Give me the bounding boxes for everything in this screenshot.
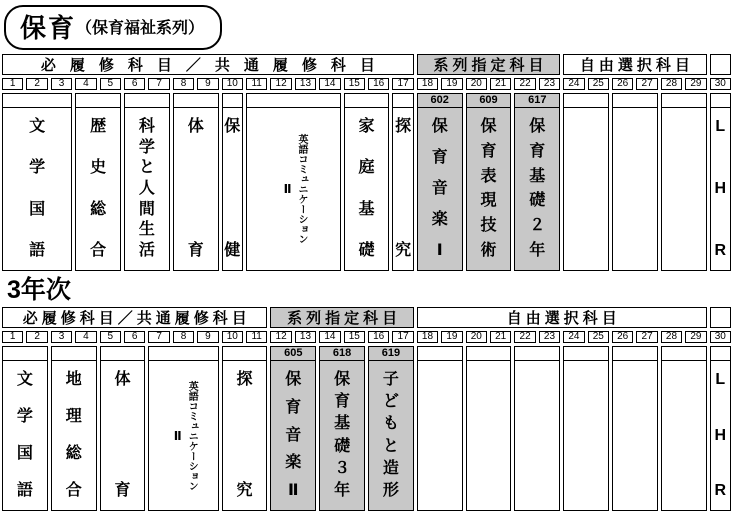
- course-code: [662, 94, 706, 108]
- subject-cell: [563, 93, 609, 271]
- column-number: 7: [148, 78, 169, 90]
- subject-name-char: 育: [334, 393, 351, 411]
- column-number: 13: [295, 331, 316, 343]
- column-number: 26: [612, 78, 633, 90]
- column-number: 27: [636, 331, 657, 343]
- course-code: [3, 94, 71, 108]
- subject-name-char: と: [138, 159, 155, 177]
- course-code: [564, 94, 608, 108]
- subject-name-char: 形: [382, 481, 399, 499]
- subject-cell: [514, 93, 560, 271]
- subject-name-char: 表: [480, 167, 497, 185]
- subject-name-char: と: [382, 437, 399, 455]
- course-code: [52, 347, 96, 361]
- subject-name-suffix: Ⅱ: [280, 182, 295, 196]
- program-title-box: [4, 5, 222, 50]
- subject-name: [515, 108, 559, 270]
- subject-name: [345, 108, 389, 270]
- subject-name: [149, 361, 217, 510]
- subject-name-char: 体: [114, 371, 131, 388]
- curriculum-table-year3: [2, 307, 731, 511]
- column-number: 28: [661, 78, 682, 90]
- subject-name-char: 生: [138, 221, 155, 239]
- subject-name-char: 探: [236, 371, 253, 388]
- column-number: 4: [75, 78, 96, 90]
- column-number: 17: [392, 331, 413, 343]
- column-number: 8: [173, 78, 194, 90]
- column-number: 5: [100, 78, 121, 90]
- column-number: 7: [148, 331, 169, 343]
- course-code: 609: [467, 94, 511, 108]
- column-number: 26: [612, 331, 633, 343]
- subject-name-char: L: [715, 118, 726, 135]
- column-number: 14: [319, 78, 340, 90]
- subject-name-char: Ⅱ: [288, 482, 299, 499]
- subject-name-char: 探: [395, 118, 412, 135]
- column-number: 29: [685, 78, 706, 90]
- column-number: 21: [490, 331, 511, 343]
- column-number: 1: [2, 331, 23, 343]
- course-code: [247, 94, 340, 108]
- column-number: 25: [588, 78, 609, 90]
- column-number: 16: [368, 331, 389, 343]
- subject-cell: [661, 93, 707, 271]
- column-number: 14: [319, 331, 340, 343]
- section-header: 系列指定科目: [270, 307, 413, 328]
- subject-name-char: 体: [187, 118, 204, 135]
- column-number: 25: [588, 331, 609, 343]
- column-number: 21: [490, 78, 511, 90]
- subject-name: [613, 361, 657, 510]
- subject-name-char: も: [382, 415, 399, 433]
- column-number: 6: [124, 331, 145, 343]
- column-number: 11: [246, 78, 267, 90]
- column-number: 30: [710, 78, 731, 90]
- subject-name-char: 学: [138, 138, 155, 156]
- column-number: 18: [417, 331, 438, 343]
- column-number: 2: [26, 78, 47, 90]
- subject-name: [711, 361, 730, 510]
- subject-name-char: ３: [334, 459, 351, 477]
- subject-cell: [710, 93, 731, 271]
- subject-name-char: 究: [395, 242, 412, 259]
- subject-name-char: 国: [29, 200, 46, 218]
- subject-name-char: 基: [358, 200, 375, 218]
- subject-cell: [466, 346, 512, 511]
- subject-name-char: 史: [90, 159, 107, 177]
- subject-cell: [514, 346, 560, 511]
- subject-name-char: 子: [382, 371, 399, 388]
- subject-name-char: 国: [16, 445, 33, 462]
- program-title: 保育: [20, 13, 77, 43]
- column-number: 18: [417, 78, 438, 90]
- subject-cell: [51, 346, 97, 511]
- subject-name-char: 術: [480, 241, 497, 259]
- subject-name: [125, 108, 169, 270]
- subject-name-char: 庭: [358, 159, 375, 177]
- column-number: 19: [441, 78, 462, 90]
- subject-name: [3, 108, 71, 270]
- column-number: 13: [295, 78, 316, 90]
- subject-name-vertical-text: [280, 114, 308, 264]
- column-number: 24: [563, 331, 584, 343]
- course-code: [418, 347, 462, 361]
- subject-name: [711, 108, 730, 270]
- subject-name-char: 年: [334, 481, 351, 499]
- subject-name-char: L: [715, 371, 726, 388]
- subject-cell: [246, 93, 341, 271]
- course-code: [662, 347, 706, 361]
- column-number: 10: [222, 78, 243, 90]
- subject-name-char: 究: [236, 482, 253, 499]
- subject-name-char: 楽: [431, 211, 448, 228]
- subject-name-char: H: [714, 180, 727, 197]
- column-number: 23: [539, 78, 560, 90]
- subject-cell: [100, 346, 146, 511]
- subject-cell: [2, 93, 72, 271]
- year3-heading: 3年次: [7, 276, 71, 304]
- subject-cell: [173, 93, 219, 271]
- subject-name-char: 礎: [358, 241, 375, 259]
- subject-name-suffix: Ⅱ: [170, 428, 185, 443]
- subject-name-char: 合: [90, 241, 107, 259]
- subject-name-char: 保: [529, 118, 546, 135]
- course-code: [711, 94, 730, 108]
- subject-name-char: 健: [224, 242, 241, 259]
- subject-name-char: 語: [16, 482, 33, 499]
- subject-name-char: R: [714, 482, 727, 499]
- subject-cell: [466, 93, 512, 271]
- subject-name-char: 文: [29, 118, 46, 135]
- course-code: [467, 347, 511, 361]
- subject-name-char: 育: [431, 149, 448, 166]
- subject-name-line: 英語コミュニケーション: [186, 380, 198, 491]
- subject-name-char: 保: [285, 371, 302, 388]
- subject-name-char: 学: [16, 408, 33, 425]
- subject-name: [320, 361, 364, 510]
- subject-name: [515, 361, 559, 510]
- subject-name: [613, 108, 657, 270]
- subject-cell: [368, 346, 414, 511]
- subject-name-char: 理: [65, 408, 82, 425]
- curriculum-table-year2: [2, 54, 731, 271]
- subject-name-char: 礎: [529, 192, 546, 210]
- subject-name-char: 音: [285, 426, 302, 444]
- subject-name-char: 間: [138, 200, 155, 218]
- subject-name: [52, 361, 96, 510]
- subject-name: [564, 361, 608, 510]
- course-code: [101, 347, 145, 361]
- subject-name-char: 育: [114, 482, 131, 499]
- subject-name-char: 音: [431, 180, 448, 197]
- subject-name-char: 学: [29, 159, 46, 177]
- column-number: 23: [539, 331, 560, 343]
- column-number: 3: [51, 331, 72, 343]
- subject-cell: [222, 346, 268, 511]
- course-code: [125, 94, 169, 108]
- subject-cell: [661, 346, 707, 511]
- course-code: [515, 347, 559, 361]
- course-code: 617: [515, 94, 559, 108]
- section-header: 必履修科目／共通履修科目: [2, 54, 414, 75]
- course-code: [613, 94, 657, 108]
- column-number: 2: [26, 331, 47, 343]
- section-header: 自由選択科目: [417, 307, 707, 328]
- column-number: 15: [344, 78, 365, 90]
- subject-cell: [148, 346, 218, 511]
- column-number: 24: [563, 78, 584, 90]
- column-number: 6: [124, 78, 145, 90]
- subject-name-char: Ⅰ: [436, 242, 443, 259]
- column-number: 30: [710, 331, 731, 343]
- subject-name-char: 基: [334, 415, 351, 433]
- course-code: [345, 94, 389, 108]
- subject-name-char: 文: [16, 371, 33, 388]
- subject-name-char: 礎: [334, 437, 351, 455]
- subject-name: [418, 108, 462, 270]
- course-code: [76, 94, 120, 108]
- column-number: 17: [392, 78, 413, 90]
- column-number: 9: [197, 331, 218, 343]
- subject-cell: [75, 93, 121, 271]
- column-number: 8: [173, 331, 194, 343]
- subject-name-char: 育: [187, 242, 204, 259]
- subject-name-char: 保: [224, 118, 241, 135]
- column-number: 10: [222, 331, 243, 343]
- subject-name: [467, 108, 511, 270]
- column-number: 12: [270, 78, 291, 90]
- column-number: 28: [661, 331, 682, 343]
- subject-cell: [710, 346, 731, 511]
- subject-cell: [612, 93, 658, 271]
- subject-cell: [392, 93, 413, 271]
- column-number: 5: [100, 331, 121, 343]
- subject-name: [564, 108, 608, 270]
- subject-name-char: 家: [358, 118, 375, 135]
- subject-name: [223, 361, 267, 510]
- subject-name: [369, 361, 413, 510]
- subject-name: [418, 361, 462, 510]
- section-header: 系列指定科目: [417, 54, 560, 75]
- section-header: [710, 307, 731, 328]
- column-number: 15: [344, 331, 365, 343]
- course-code: [564, 347, 608, 361]
- subject-name: [662, 361, 706, 510]
- section-header: [710, 54, 731, 75]
- subject-cell: [417, 93, 463, 271]
- subject-cell: [612, 346, 658, 511]
- subject-name-char: 科: [138, 118, 155, 135]
- course-code: [711, 347, 730, 361]
- subject-name-char: R: [714, 242, 727, 259]
- column-number: 1: [2, 78, 23, 90]
- column-number: 11: [246, 331, 267, 343]
- subject-name-char: 造: [382, 459, 399, 477]
- column-number: 16: [368, 78, 389, 90]
- subject-name: [662, 108, 706, 270]
- subject-cell: [563, 346, 609, 511]
- column-number: 22: [514, 78, 535, 90]
- subject-cell: [222, 93, 243, 271]
- column-number: 27: [636, 78, 657, 90]
- course-code: 602: [418, 94, 462, 108]
- subject-name: [247, 108, 340, 270]
- subject-name: [223, 108, 242, 270]
- column-number: 4: [75, 331, 96, 343]
- subject-name-char: 活: [138, 241, 155, 259]
- subject-name: [3, 361, 47, 510]
- column-number: 12: [270, 331, 291, 343]
- course-code: [149, 347, 217, 361]
- course-code: 619: [369, 347, 413, 361]
- subject-name: [271, 361, 315, 510]
- column-number: 3: [51, 78, 72, 90]
- column-number: 20: [466, 78, 487, 90]
- course-code: [613, 347, 657, 361]
- subject-name-char: 総: [65, 445, 82, 462]
- subject-name-char: 人: [138, 179, 155, 197]
- column-number: 22: [514, 331, 535, 343]
- course-code: [174, 94, 218, 108]
- subject-name-char: 育: [285, 398, 302, 416]
- course-code: [223, 347, 267, 361]
- course-code: 605: [271, 347, 315, 361]
- course-code: [223, 94, 242, 108]
- subject-cell: [344, 93, 390, 271]
- subject-cell: [319, 346, 365, 511]
- column-number: 19: [441, 331, 462, 343]
- subject-name-char: 保: [431, 118, 448, 135]
- column-number: 20: [466, 331, 487, 343]
- subject-name: [174, 108, 218, 270]
- subject-name-char: 育: [529, 142, 546, 160]
- subject-name-char: 保: [480, 118, 497, 135]
- subject-name-char: 現: [480, 192, 497, 210]
- subject-name-char: 基: [529, 167, 546, 185]
- subject-name-char: 年: [529, 241, 546, 259]
- section-header: 必履修科目／共通履修科目: [2, 307, 267, 328]
- subject-name: [467, 361, 511, 510]
- subject-name-char: H: [714, 426, 727, 444]
- subject-name-char: 合: [65, 482, 82, 499]
- subject-name-char: 技: [480, 217, 497, 235]
- course-code: [3, 347, 47, 361]
- subject-name-line: 英語コミュニケーション: [296, 134, 308, 244]
- course-code: [393, 94, 412, 108]
- section-header: 自由選択科目: [563, 54, 706, 75]
- column-number: 9: [197, 78, 218, 90]
- subject-name: [76, 108, 120, 270]
- subject-name-char: ２: [529, 217, 546, 235]
- course-code: 618: [320, 347, 364, 361]
- subject-name-char: 保: [334, 371, 351, 388]
- subject-name-char: 歴: [90, 118, 107, 135]
- program-title-sub: （保育福祉系列）: [76, 20, 205, 37]
- subject-cell: [417, 346, 463, 511]
- subject-name-vertical-text: [170, 367, 198, 504]
- subject-name-char: 楽: [285, 454, 302, 472]
- subject-name-char: 総: [90, 200, 107, 218]
- subject-cell: [124, 93, 170, 271]
- subject-name: [101, 361, 145, 510]
- subject-cell: [270, 346, 316, 511]
- subject-name-char: ど: [382, 393, 399, 411]
- column-number: 29: [685, 331, 706, 343]
- subject-name: [393, 108, 412, 270]
- subject-cell: [2, 346, 48, 511]
- subject-name-char: 語: [29, 241, 46, 259]
- subject-name-char: 地: [65, 371, 82, 388]
- subject-name-char: 育: [480, 142, 497, 160]
